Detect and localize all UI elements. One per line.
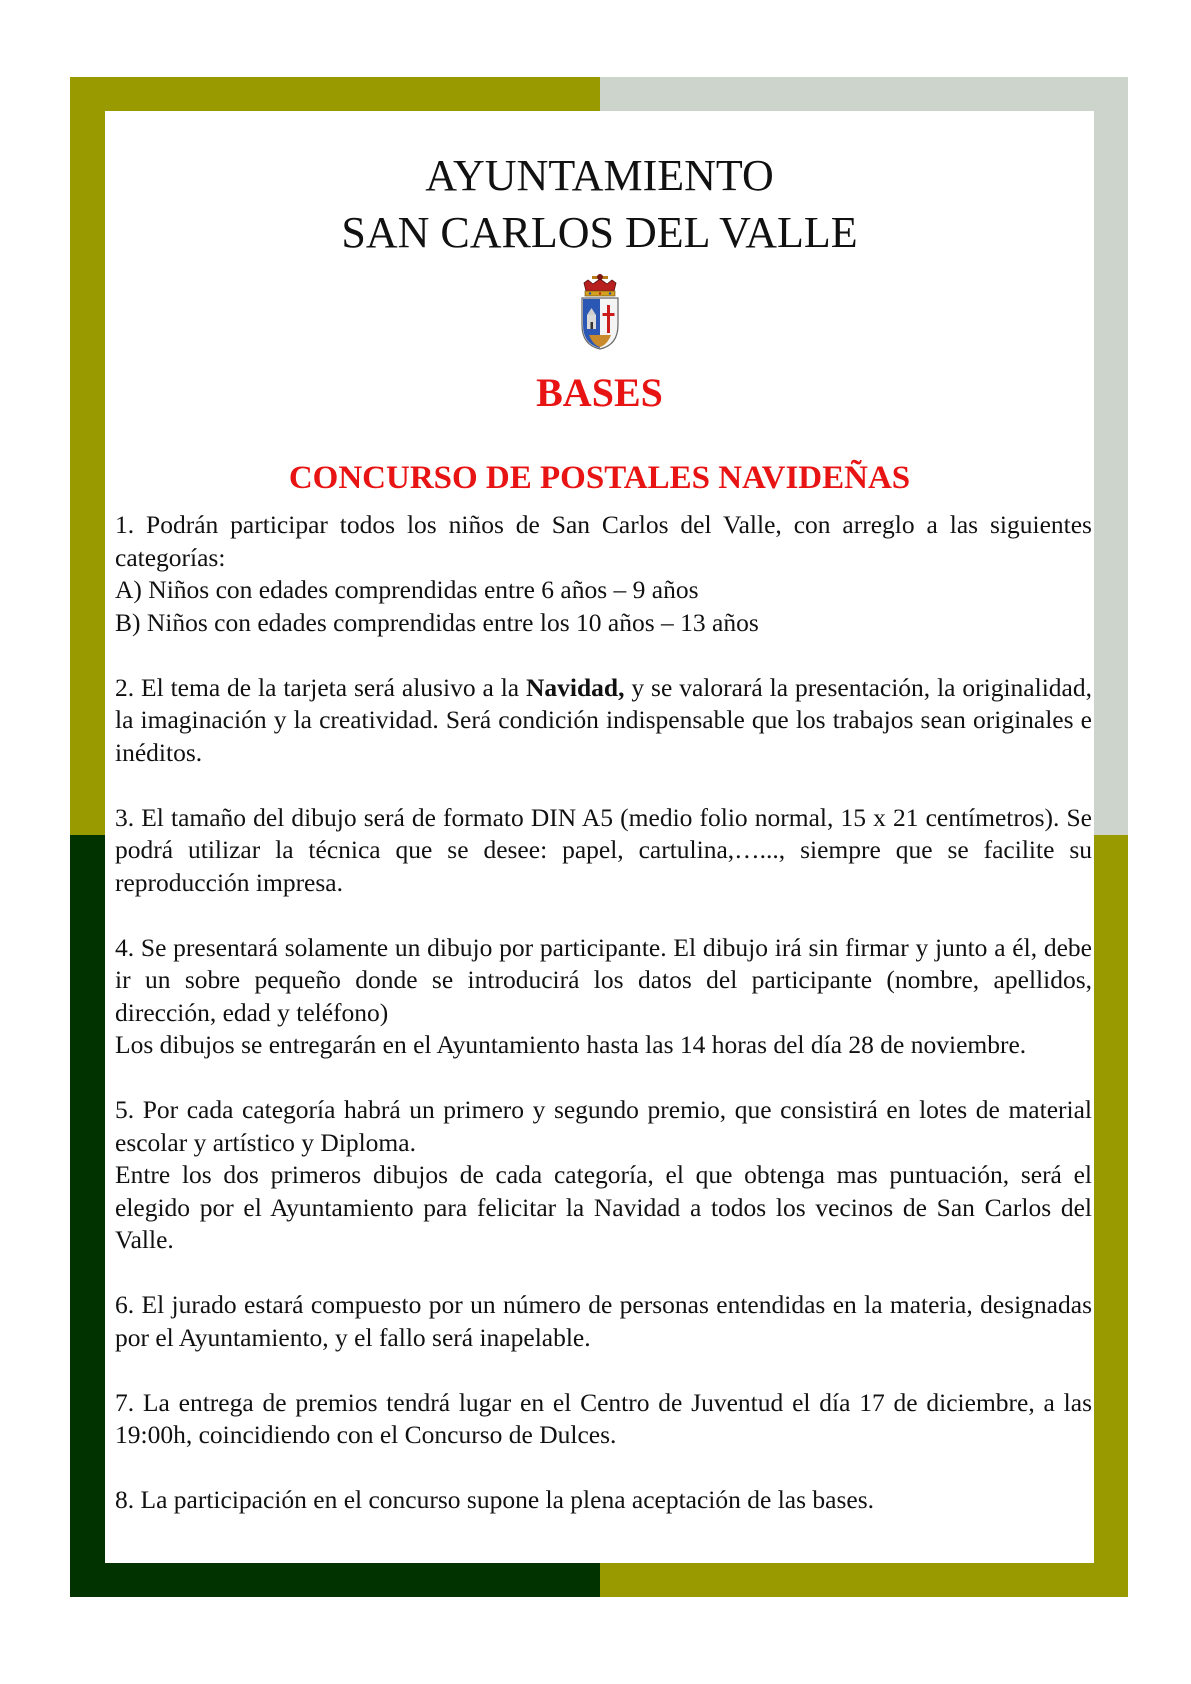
rule-2 xyxy=(115,672,1092,770)
rule-5-text: 5. Por cada categoría habrá un primero y segundo premio, que consistirá en lotes de material escolar y artístico y Diploma. xyxy=(115,1095,1092,1157)
rule-2-text xyxy=(115,672,1092,770)
title-line-2: SAN CARLOS DEL VALLE xyxy=(341,208,858,258)
rule-6-text: 6. El jurado estará compuesto por un número de personas entendidas en la materia, designadas por el Ayuntamiento, y el fallo será inapelable. xyxy=(115,1290,1092,1352)
rule-7 xyxy=(115,1387,1092,1452)
rule-4-deadline: Los dibujos se entregarán en el Ayuntamiento hasta las 14 horas del día 28 de noviembre. xyxy=(115,1030,1027,1060)
rule-5 xyxy=(115,1094,1092,1257)
category-b: B) Niños con edades comprendidas entre los 10 años – 13 años xyxy=(115,607,759,637)
rules-body xyxy=(115,509,1092,1517)
rule-5-extra: Entre los dos primeros dibujos de cada categoría, el que obtenga mas puntuación, será el elegido por el Ayuntamiento para felicitar la Navidad a todos los vecinos de San Carlos del Valle. xyxy=(115,1160,1092,1255)
coat-of-arms-icon xyxy=(577,273,623,351)
rule-6 xyxy=(115,1289,1092,1354)
rule-3 xyxy=(115,802,1092,900)
rule-4 xyxy=(115,932,1092,1062)
rule-1 xyxy=(115,509,1092,639)
title-line-1: AYUNTAMIENTO xyxy=(425,151,774,200)
rule-8-text: 8. La participación en el concurso supone la plena aceptación de las bases. xyxy=(115,1485,875,1515)
bases-heading: BASES xyxy=(536,370,663,416)
rule-2-before: 2. El tema de la tarjeta será alusivo a la xyxy=(115,672,526,702)
rule-4-text: 4. Se presentará solamente un dibujo por participante. El dibujo irá sin firmar y junto a él, debe ir un sobre pequeño donde se introducirá los datos del participante (nombre, apellidos, dirección, edad y teléfono) xyxy=(115,932,1092,1027)
rule-3-text: 3. El tamaño del dibujo será de formato DIN A5 (medio folio normal, 15 x 21 centímetros). Se podrá utilizar la técnica que se desee: papel, cartulina,…..., siempre que se facilite su reproducción impresa. xyxy=(115,802,1092,897)
crest-container xyxy=(115,273,1094,351)
page-title xyxy=(115,147,1094,261)
rule-8 xyxy=(115,1484,1092,1517)
rule-2-after: y se valorará la presentación, la originalidad, la imaginación y la creatividad. Será condición indispensable que los trabajos sean originales e inéditos. xyxy=(115,672,1092,767)
document-page xyxy=(105,111,1094,1563)
contest-title: CONCURSO DE POSTALES NAVIDEÑAS xyxy=(288,460,911,497)
rule-7-text: 7. La entrega de premios tendrá lugar en el Centro de Juventud el día 17 de diciembre, a las 19:00h, coincidiendo con el Concurso de Dulces. xyxy=(115,1387,1092,1450)
rule-1-text: 1. Podrán participar todos los niños de San Carlos del Valle, con arreglo a las siguientes categorías: xyxy=(115,510,1092,572)
category-a: A) Niños con edades comprendidas entre 6 años – 9 años xyxy=(115,575,699,605)
rule-2-bold: Navidad, xyxy=(526,672,625,702)
